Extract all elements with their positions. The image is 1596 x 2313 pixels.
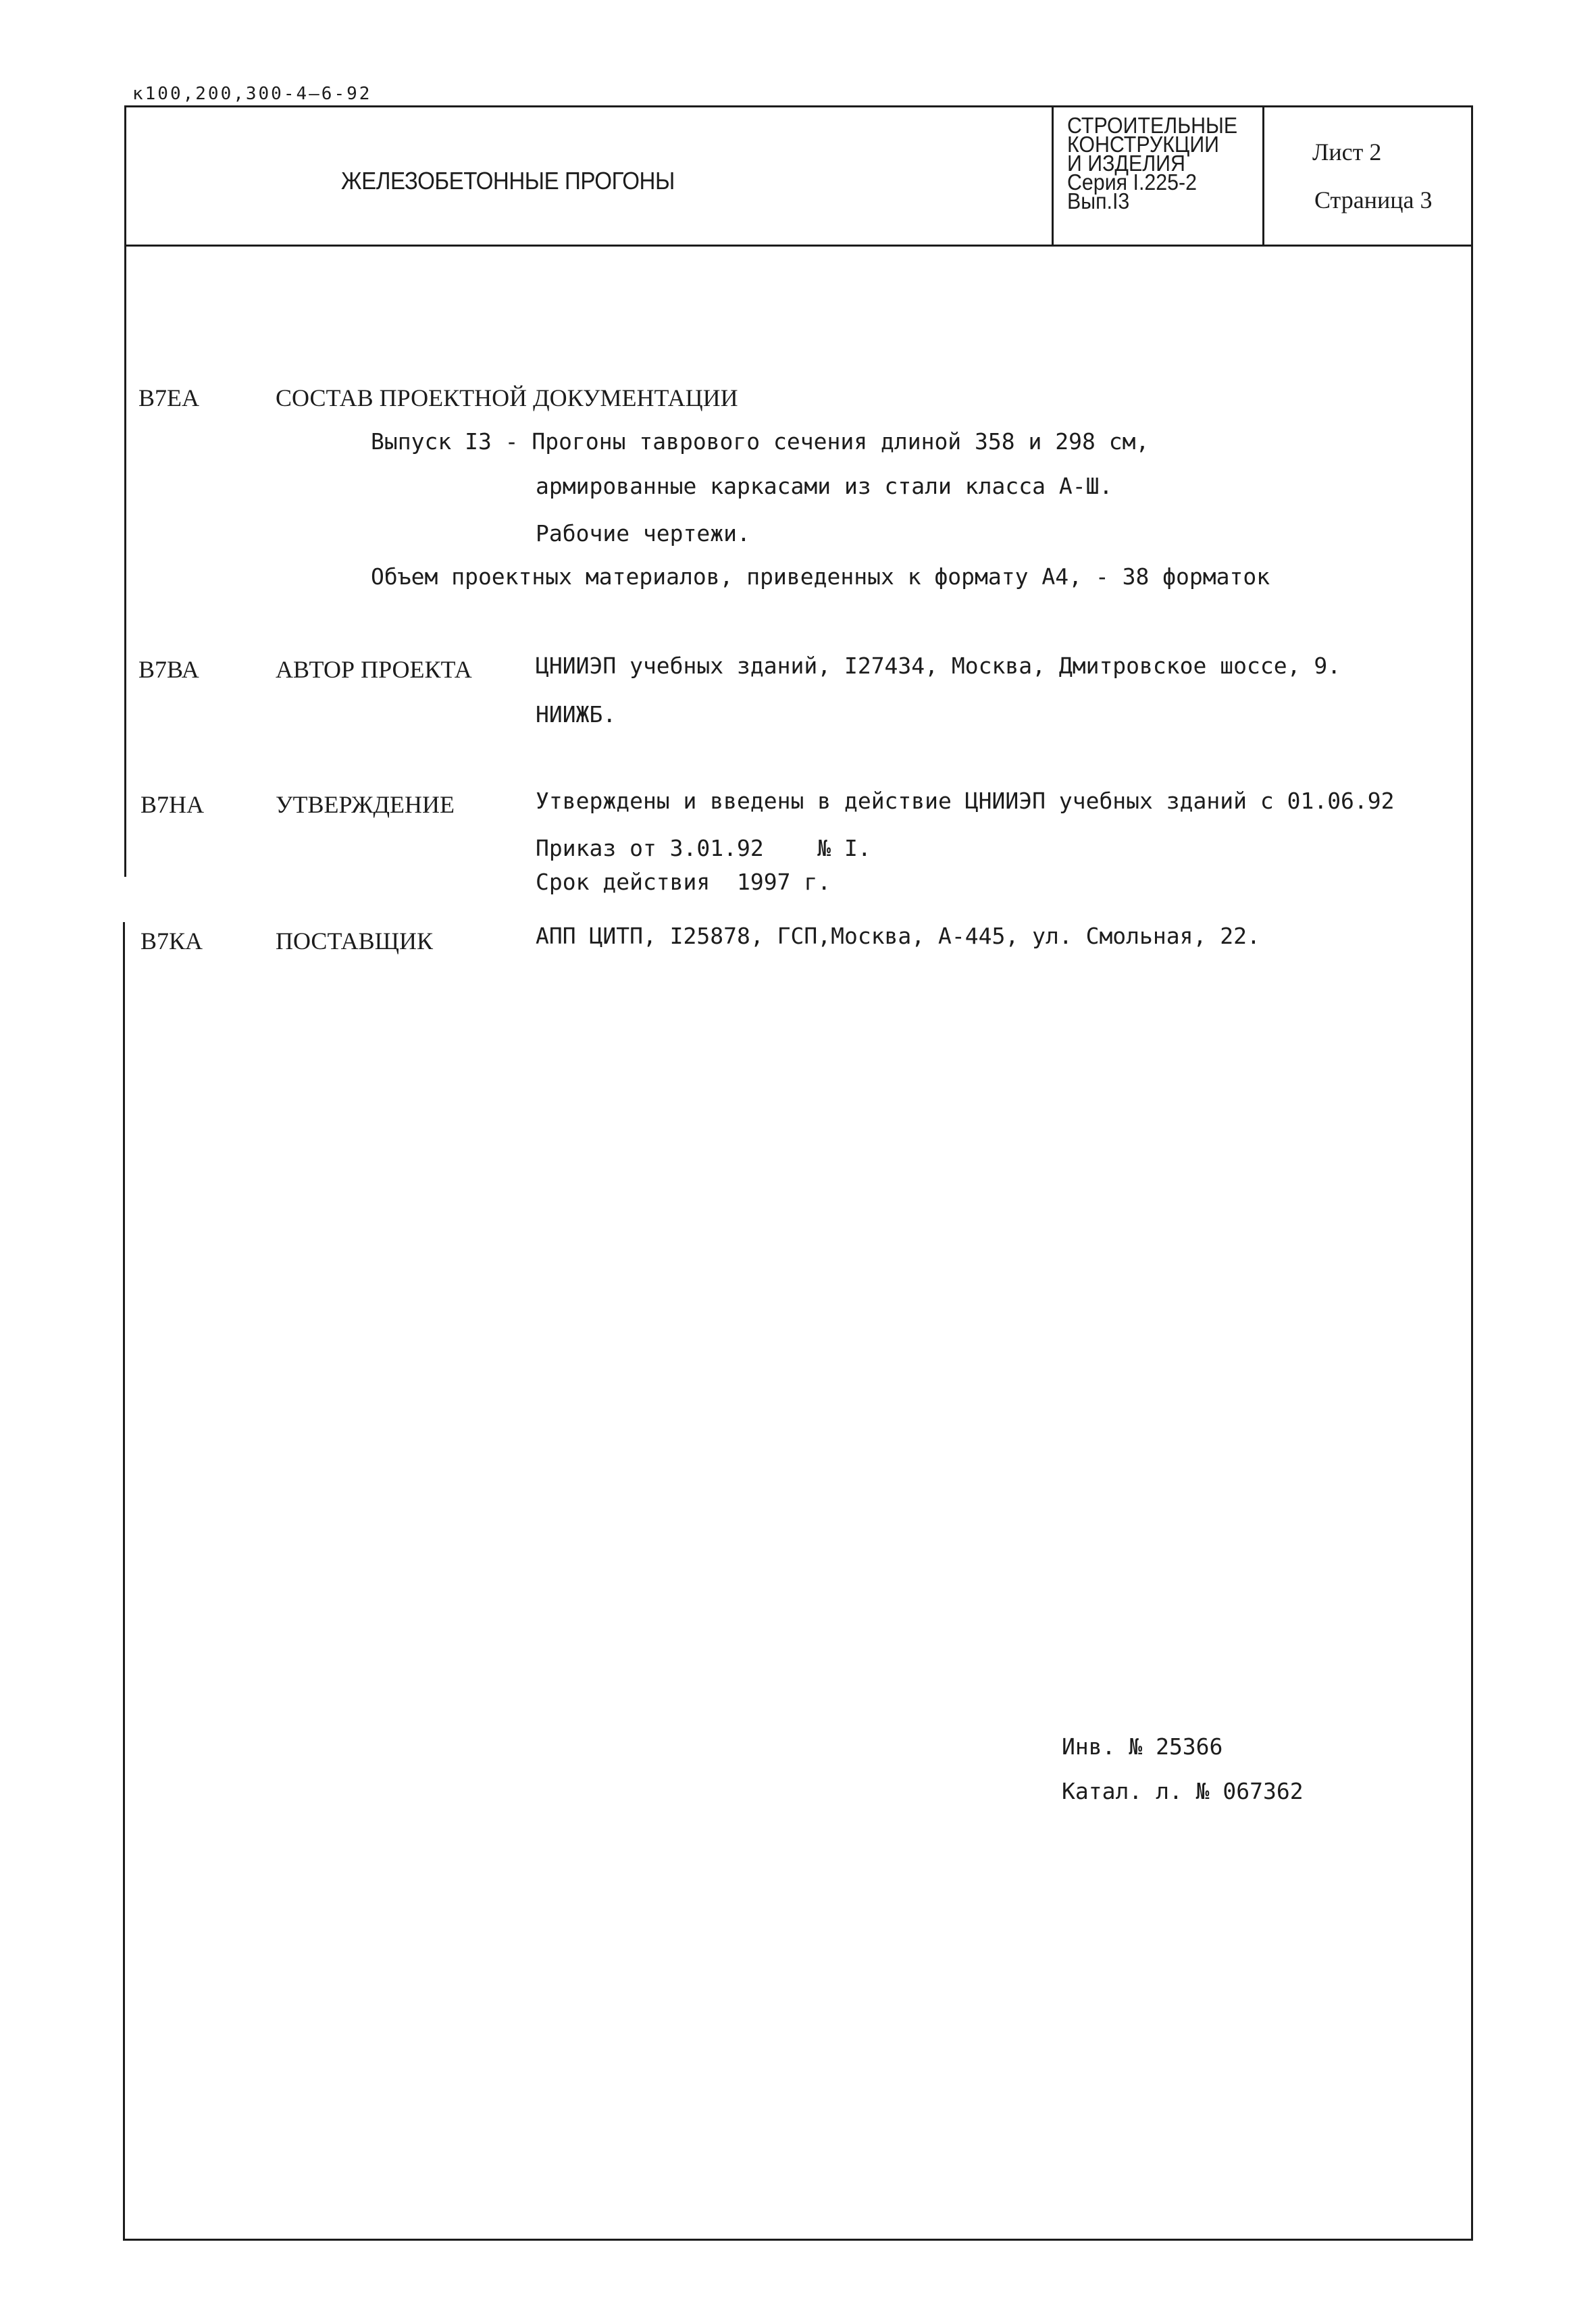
- series-line-3: И ИЗДЕЛИЯ: [1067, 151, 1185, 176]
- header-divider-2: [1262, 105, 1264, 246]
- header-bottom-line: [124, 245, 1472, 247]
- composition-line-4: Объем проектных материалов, приведенных к формату А4, - 38 форматок: [371, 563, 1270, 590]
- frame-left-line-lower: [123, 922, 125, 2241]
- document-title: ЖЕЛЕЗОБЕТОННЫЕ ПРОГОНЫ: [341, 167, 675, 195]
- author-line-1: ЦНИИЭП учебных зданий, I27434, Москва, Дмитровское шоссе, 9.: [536, 653, 1341, 679]
- frame-right-line: [1471, 105, 1473, 2240]
- author-code: В7ВА: [138, 656, 199, 683]
- series-line-4: Серия I.225-2: [1067, 170, 1198, 195]
- author-line-2: НИИЖБ.: [536, 701, 617, 728]
- frame-bottom-line: [123, 2239, 1473, 2241]
- inventory-number: Инв. № 25366: [1062, 1733, 1223, 1760]
- series-line-5: Вып.I3: [1067, 188, 1130, 213]
- approval-line-1: Утверждены и введены в действие ЦНИИЭП учебных зданий с 01.06.92: [536, 788, 1395, 814]
- page-number: Страница 3: [1314, 186, 1433, 213]
- composition-line-1: Выпуск I3 - Прогоны таврового сечения длиной 358 и 298 см,: [371, 428, 1150, 455]
- supplier-code: В7КА: [140, 927, 203, 955]
- frame-left-line-upper: [124, 105, 126, 877]
- composition-line-3: Рабочие чертежи.: [536, 520, 750, 547]
- composition-label: СОСТАВ ПРОЕКТНОЙ ДОКУМЕНТАЦИИ: [276, 384, 738, 411]
- approval-code: В7НА: [140, 791, 205, 818]
- series-line-2: КОНСТРУКЦИИ: [1067, 132, 1220, 157]
- composition-line-2: армированные каркасами из стали класса А-Ш.: [536, 473, 1113, 499]
- approval-line-2: Приказ от 3.01.92 № I.: [536, 835, 871, 861]
- series-line-1: СТРОИТЕЛЬНЫЕ: [1067, 113, 1238, 138]
- approval-line-3: Срок действия 1997 г.: [536, 869, 831, 895]
- supplier-label: ПОСТАВЩИК: [276, 927, 433, 955]
- document-code: к100,200,300-4—6-92: [132, 84, 372, 104]
- header-divider-1: [1052, 105, 1054, 246]
- frame-top-line: [124, 105, 1472, 107]
- author-label: АВТОР ПРОЕКТА: [276, 656, 472, 683]
- series-info: [1067, 113, 1238, 213]
- approval-label: УТВЕРЖДЕНИЕ: [276, 791, 455, 818]
- catalog-number: Катал. л. № 067362: [1062, 1778, 1304, 1804]
- sheet-number: Лист 2: [1312, 138, 1382, 166]
- composition-code: В7ЕА: [138, 384, 199, 411]
- supplier-line-1: АПП ЦИТП, I25878, ГСП,Москва, А-445, ул. Смольная, 22.: [536, 923, 1260, 949]
